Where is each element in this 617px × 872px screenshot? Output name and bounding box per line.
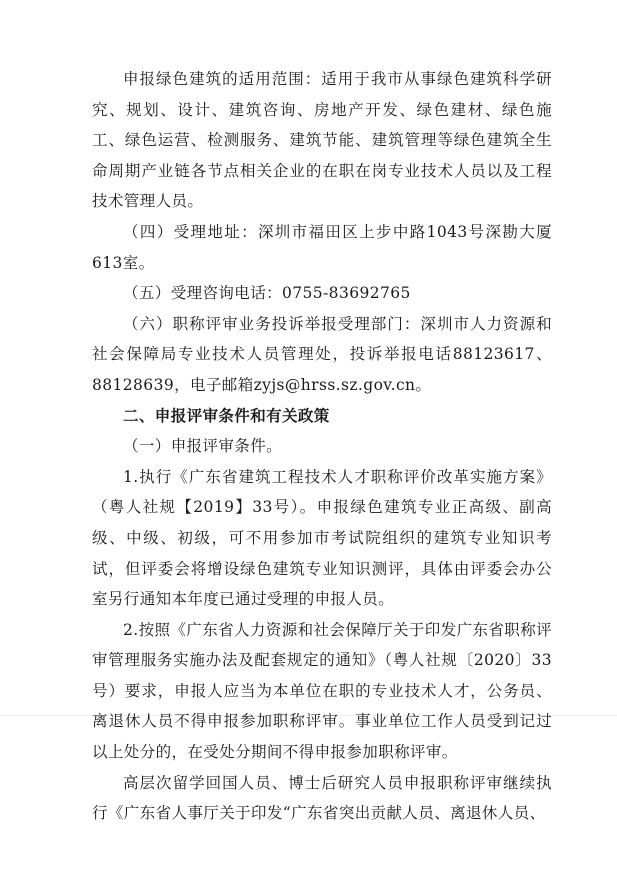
paragraph-item-1: 1.执行《广东省建筑工程技术人才职称评价改革实施方案》（粤人社规【2019】33号）。申报绿色建筑专业正高级、副高级、中级、初级，可不用参加市考试院组织的建筑专业知识考试，但评委会将增设绿色建筑专业知识测评，具体由评委会办公室另行通知本年度已通过受理的申报人员。 <box>92 467 552 609</box>
paragraph-scope: 申报绿色建筑的适用范围：适用于我市从事绿色建筑科学研究、规划、设计、建筑咨询、房地产开发、绿色建材、绿色施工、绿色运营、检测服务、建筑节能、建筑管理等绿色建筑全生命周期产业链各节点相关企业的在职在岗专业技术人员以及工程技术管理人员。 <box>92 70 552 211</box>
paragraph-phone: （五）受理咨询电话：0755-83692765 <box>123 284 411 303</box>
section-heading: 二、申报评审条件和有关政策 <box>123 405 330 425</box>
subsection-heading: （一）申报评审条件。 <box>123 437 283 456</box>
paragraph-item-3: 高层次留学回国人员、博士后研究人员申报职称评审继续执行《广东省人事厅关于印发“广东省突出贡献人员、离退休人员、 <box>92 773 552 823</box>
paragraph-complaint: （六）职称评审业务投诉举报受理部门：深圳市人力资源和社会保障局专业技术人员管理处，投诉举报电话88123617、88128639，电子邮箱zyjs@hrss.sz.gov.cn。 <box>92 314 552 394</box>
document-body <box>92 64 552 829</box>
paragraph-address: （四）受理地址：深圳市福田区上步中路1043号深勘大厦613室。 <box>92 222 552 272</box>
paragraph-item-2: 2.按照《广东省人力资源和社会保障厅关于印发广东省职称评审管理服务实施办法及配套规定的通知》（粤人社规〔2020〕33号）要求，申报人应当为本单位在职的专业技术人才，公务员、离退休人员不得申报参加职称评审。事业单位工作人员受到记过以上处分的，在受处分期间不得申报参加职称评审。 <box>92 620 552 762</box>
